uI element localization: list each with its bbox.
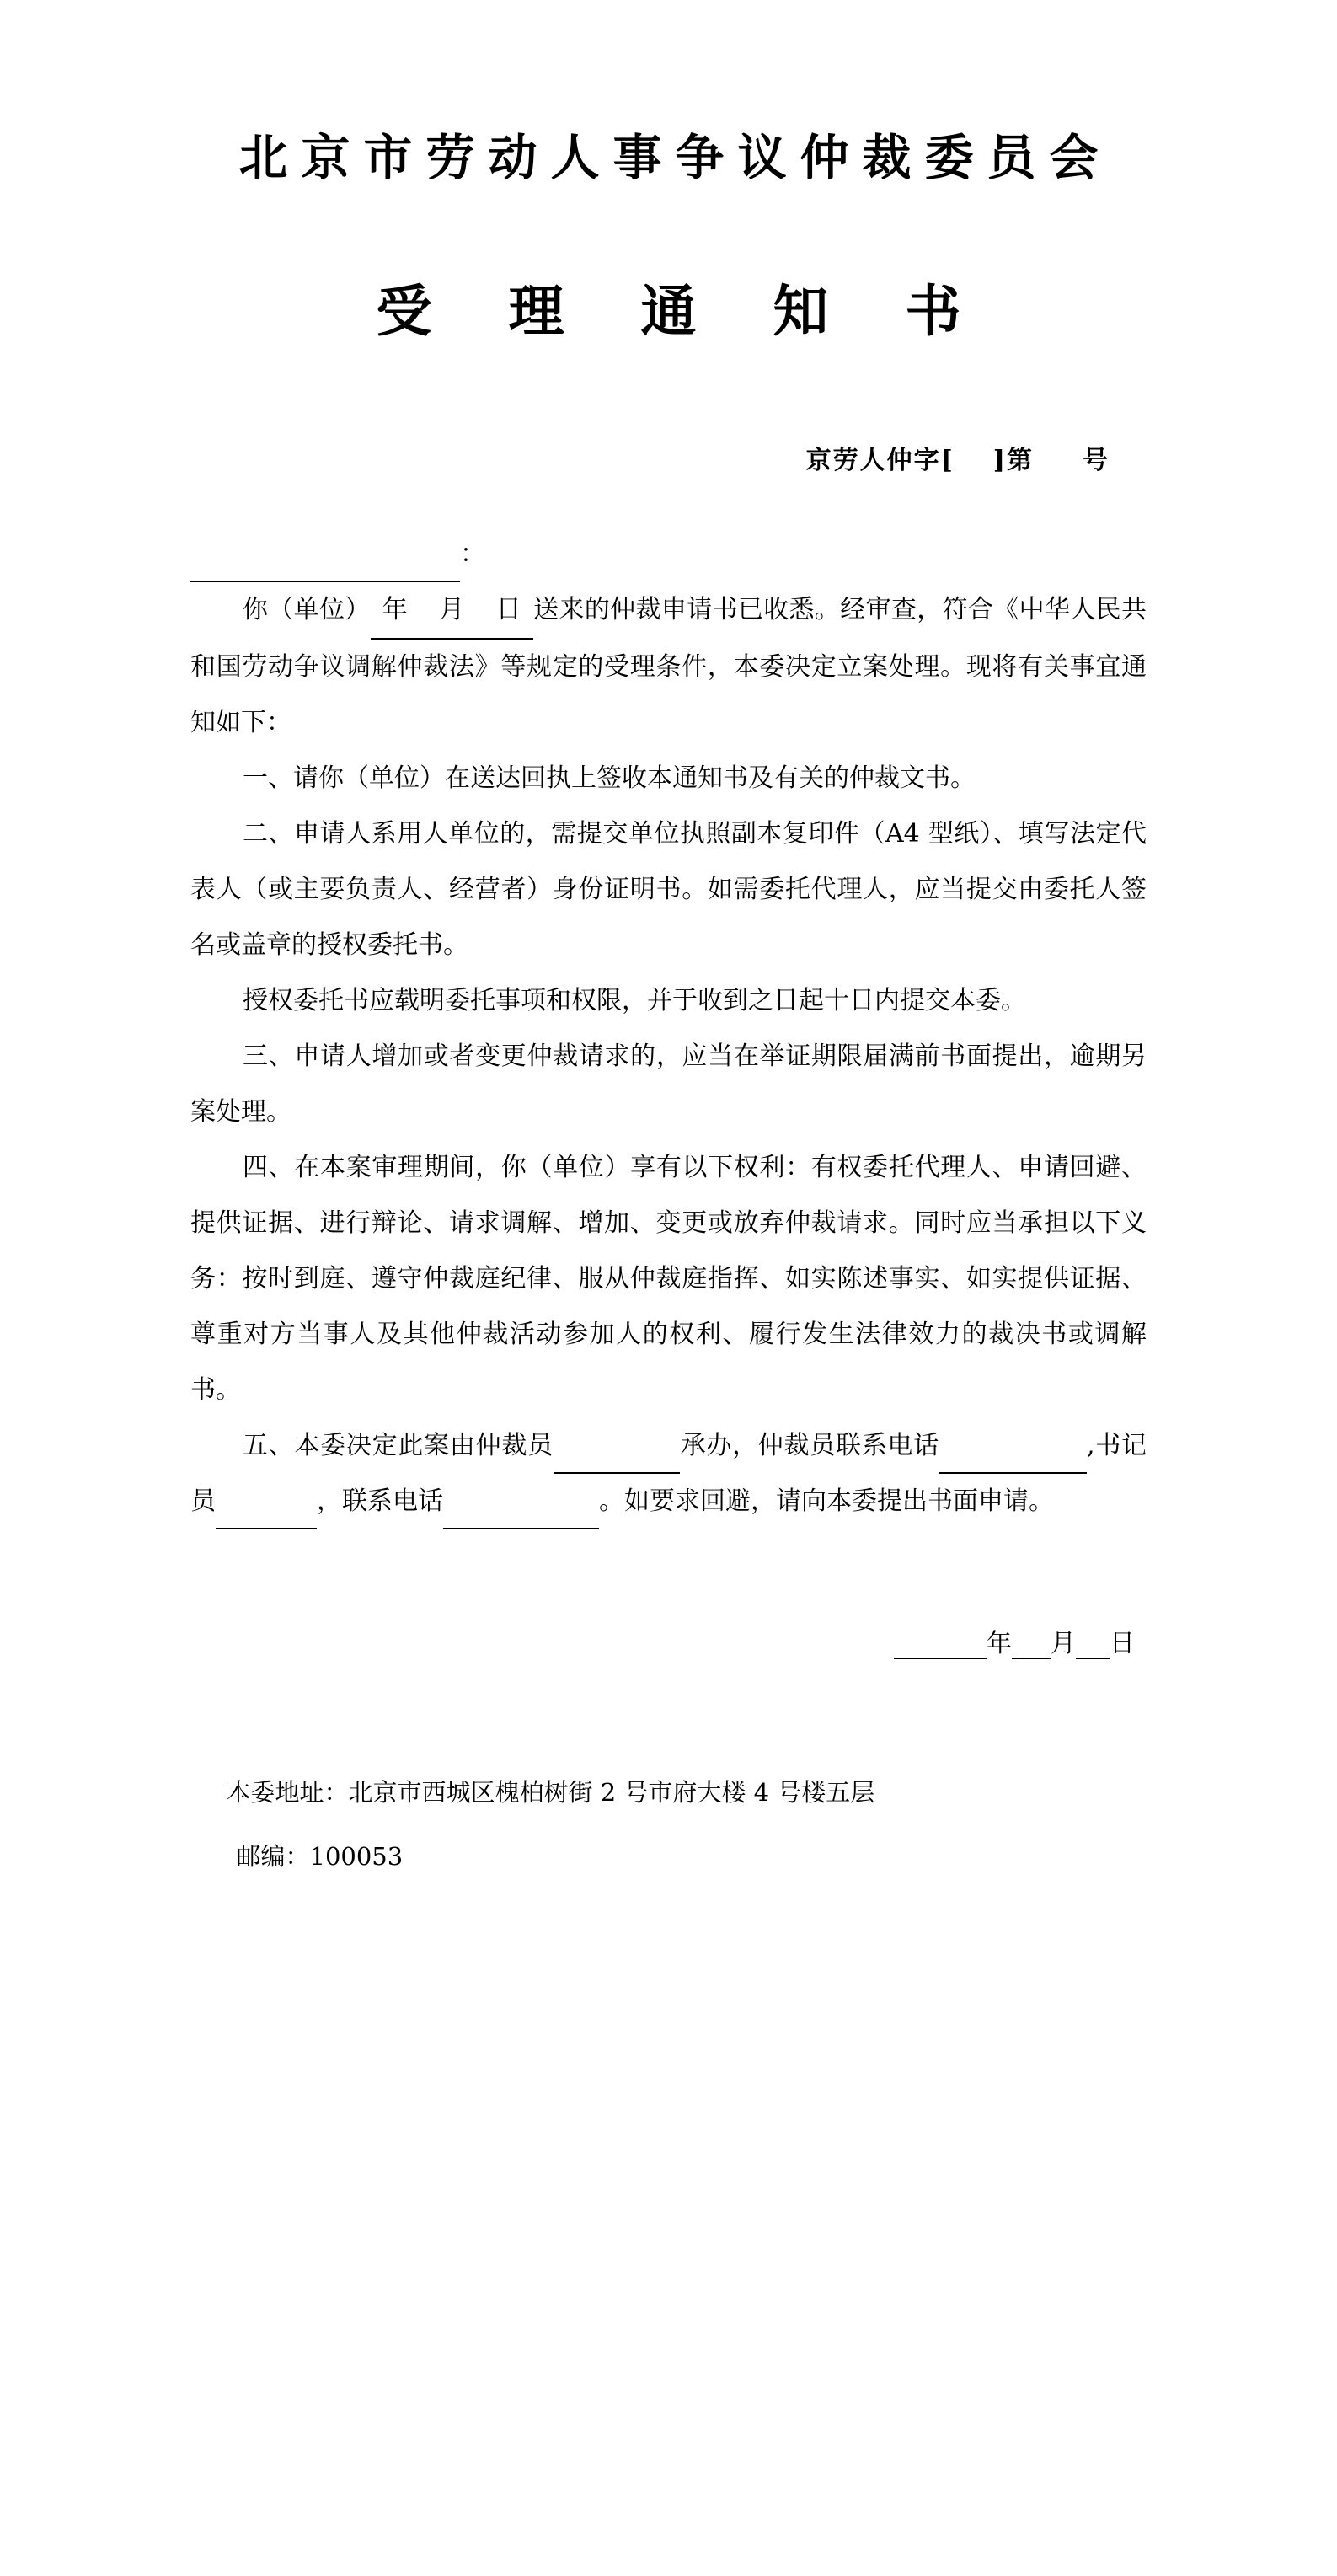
- sign-year-blank: [894, 1632, 987, 1659]
- footer-address: 本委地址：北京市西城区槐柏树街 2 号市府大楼 4 号楼五层: [226, 1778, 875, 1807]
- signature-date: [0, 1622, 1337, 1659]
- addressee-colon: ：: [460, 539, 486, 569]
- intro-text-1: 你（单位）: [243, 595, 371, 624]
- doc-number-prefix: 京劳人仲字[: [805, 446, 955, 475]
- document-subtitle: 受 理 通 知 书: [376, 278, 990, 344]
- sign-month-label: 月: [1051, 1629, 1076, 1658]
- clerk-name-blank: [216, 1502, 317, 1529]
- paragraph-item-3: 三、申请人增加或者变更仲裁请求的，应当在举证期限届满前书面提出，逾期另案处理。: [190, 1042, 1147, 1127]
- addressee-blank: [190, 555, 460, 582]
- arbitrator-phone-blank: [939, 1447, 1087, 1474]
- sign-day-label: 日: [1110, 1629, 1135, 1658]
- document-number: [0, 439, 1337, 476]
- doc-number-bracket-close: ]第: [992, 446, 1034, 475]
- paragraph-item-2-note: 授权委托书应载明委托事项和权限，并于收到之日起十日内提交本委。: [243, 986, 1026, 1015]
- paragraph-item-2: 二、申请人系用人单位的，需提交单位执照副本复印件（A4 型纸）、填写法定代表人（或主要负责人、经营者）身份证明书。如需委托代理人，应当提交由委托人签名或盖章的授权委托书。: [190, 819, 1147, 960]
- page-title: 北京市劳动人事争议仲裁委员会: [238, 129, 1112, 186]
- sign-day-blank: [1076, 1632, 1110, 1659]
- received-date-blank: 年 月 日: [371, 582, 533, 640]
- item5-text-e: 。如要求回避，请向本委提出书面申请。: [599, 1486, 1054, 1516]
- item5-text-c: ,书记员: [190, 1431, 1147, 1516]
- clerk-phone-blank: [443, 1502, 599, 1529]
- sign-year-label: 年: [987, 1629, 1012, 1658]
- paragraph-intro: [190, 582, 1147, 751]
- footer-zipcode: 邮编：100053: [236, 1842, 404, 1871]
- item5-text-d: ，联系电话: [317, 1486, 443, 1516]
- arbitrator-name-blank: [554, 1447, 680, 1474]
- sign-month-blank: [1012, 1632, 1051, 1659]
- paragraph-item-4: 四、在本案审理期间，你（单位）享有以下权利：有权委托代理人、申请回避、提供证据、进行辩论、请求调解、增加、变更或放弃仲裁请求。同时应当承担以下义务：按时到庭、遵守仲裁庭纪律、服从仲裁庭指挥、如实陈述事实、如实提供证据、尊重对方当事人及其他仲裁活动参加人的权利、履行发生法律效力的裁决书或调解书。: [190, 1153, 1147, 1405]
- addressee-line: [190, 527, 1147, 582]
- doc-number-suffix: 号: [1083, 446, 1110, 475]
- paragraph-item-5: [190, 1418, 1147, 1529]
- document-page: [0, 118, 1337, 2576]
- document-body: [190, 527, 1147, 1529]
- item5-text-b: 承办，仲裁员联系电话: [679, 1431, 939, 1460]
- item5-text-a: 五、本委决定此案由仲裁员: [243, 1431, 554, 1460]
- paragraph-item-1: 一、请你（单位）在送达回执上签收本通知书及有关的仲裁文书。: [243, 763, 976, 793]
- document-footer: [180, 1760, 1158, 1888]
- intro-text-2: 送来的仲裁申请书已收悉。经审查，符合《中华人民共和国劳动争议调解仲裁法》等规定的受理条件，本委决定立案处理。现将有关事宜通知如下：: [190, 595, 1147, 737]
